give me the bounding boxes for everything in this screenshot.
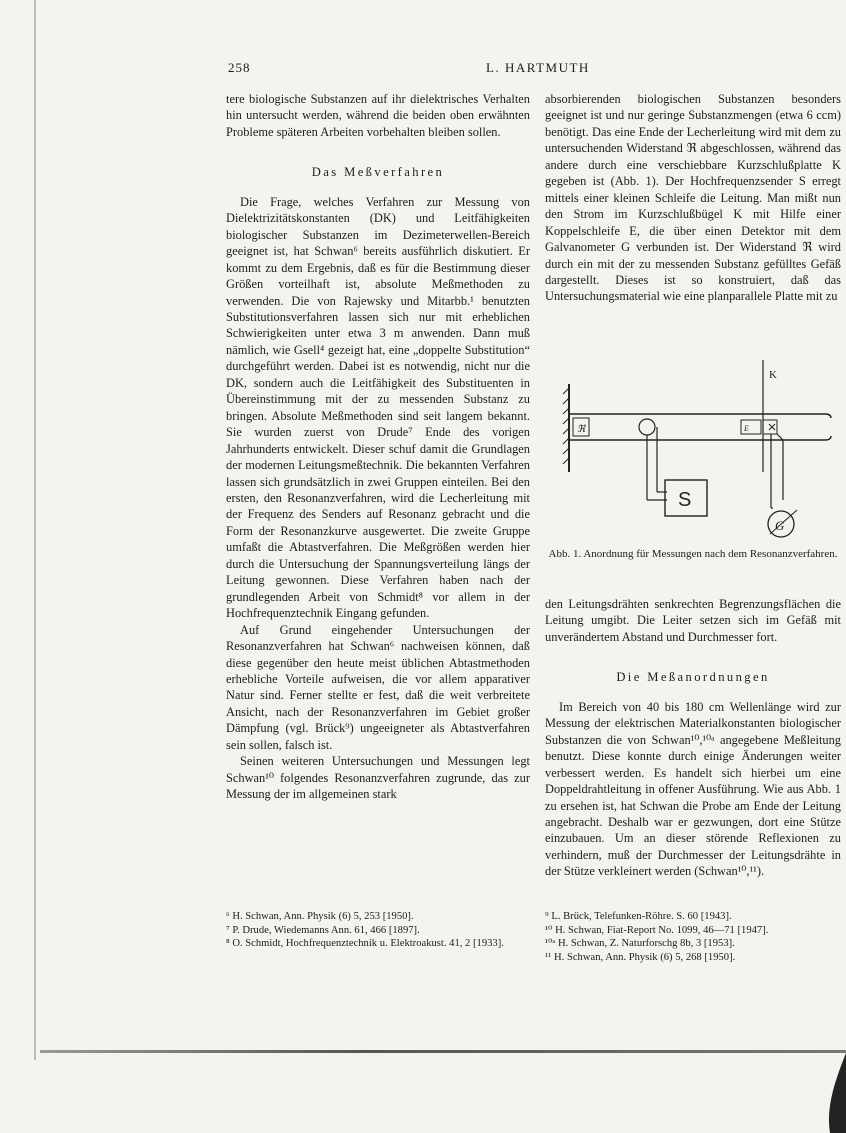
- footnote: ⁷ P. Drude, Wiedemanns Ann. 61, 466 [1897].: [226, 924, 420, 936]
- label-s: S: [678, 489, 692, 511]
- footnote: ¹¹ H. Schwan, Ann. Physik (6) 5, 268 [1950].: [545, 951, 736, 963]
- footnote: ¹⁰ H. Schwan, Fiat-Report No. 1099, 46—71 [1947].: [545, 924, 769, 936]
- section-heading: Das Meßverfahren: [311, 165, 445, 180]
- scan-bottom-edge: [40, 1050, 846, 1053]
- coupling-loop: [639, 419, 667, 500]
- paragraph: tere biologische Substanzen auf ihr dielektrisches Verhalten hin untersucht werden, während die beiden oben erwähnten Probleme späteren Arbeiten vorbehalten bleiben sollen.: [226, 92, 530, 139]
- footnote: ¹⁰ᵃ H. Schwan, Z. Naturforschg 8b, 3 [1953].: [545, 938, 735, 950]
- page-number: 258: [228, 60, 251, 75]
- paragraph: Seinen weiteren Untersuchungen und Messungen legt Schwan¹⁰ folgendes Resonanzverfahren zugrunde, das zur Messung der im allgemeinen stark: [226, 754, 530, 802]
- section-heading: Die Meßanordnungen: [616, 670, 770, 685]
- scan-edge: [34, 0, 36, 1060]
- left-column: [226, 91, 530, 803]
- wall-hatch: [563, 384, 569, 472]
- page-curl: [806, 1053, 846, 1133]
- footnotes-left: [226, 910, 531, 951]
- paragraph: Im Bereich von 40 bis 180 cm Wellenlänge wird zur Messung der elektrischen Materialkonstanten biologischer Substanzen die von Schwan¹⁰,¹⁰ᵃ angegebene Meßleitung benutzt. Diese konnte durch einige Änderungen weiter verbessert werden. Es handelt sich hierbei um eine Doppeldrahtleitung in offener Ausführung. Wie aus Abb. 1 zu ersehen ist, hat Schwan die Probe am Ende der Leitung angebracht. Deshalb war er gezwungen, dort eine Stütze einzubauen. Um an dieser störende Reflexionen zu verhindern, muß der Durchmesser der Leitungsdrähte in der Stütze verkleinert werden (Schwan¹⁰,¹¹).: [545, 699, 841, 879]
- label-k: K: [769, 369, 777, 381]
- label-r: ℜ: [577, 424, 586, 435]
- lecher-line: [569, 414, 831, 440]
- footnote: ⁶ H. Schwan, Ann. Physik (6) 5, 253 [1950].: [226, 911, 414, 922]
- paragraph: Die Frage, welches Verfahren zur Messung von Dielektrizitätskonstanten (DK) und Leitfähigkeiten biologischer Substanzen im Dezimeterwellen-Bereich geeignet ist, hat Schwan⁶ bereits ausführlich diskutiert. Er kommt zu dem Ergebnis, daß es für die Bestimmung dieser Größen vorteilhaft ist, absolute Meßmethoden zu verwenden. Die von Rajewsky und Mitarbb.¹ benutzten Substitutionsverfahren lassen sich nur mit erheblichen Schwierigkeiten unter etwa 3 m anwenden. Dann muß nämlich, wie Gsell⁴ gezeigt hat, eine „doppelte Substitution“ durchgeführt werden. Dabei ist es notwendig, nicht nur die DK, sondern auch die Leitfähigkeit des Substituenten in Übereinstimmung mit der zu messenden Substanz zu bringen. Absolute Meßmethoden sind seit langem bekannt. Sie wurden zuerst von Drude⁷ Ende des vorigen Jahrhunderts entwickelt. Dieser schuf damit die Grundlagen der modernen Leitungsmeßtechnik. Die bekannten Verfahren lassen sich grundsätzlich in zwei Gruppen einteilen. Bei den ersten, den Resonanzverfahren, wird die Lecherleitung mit der Frequenz des Senders auf Resonanz gebracht und die Form der Resonanzkurve ausgewertet. Die zweite Gruppe umfaßt die Abtastverfahren. Die Meßgrößen werden hier durch die Untersuchung der Spannungsverteilung längs der Leitung gewonnen. Diese Verfahren haben nach der grundlegenden Arbeit von Schmidt⁸ vor allem in der Hochfrequenztechnik Eingang gefunden.: [226, 194, 530, 621]
- label-e: E: [744, 424, 749, 433]
- figure-caption: Abb. 1. Anordnung für Messungen nach dem Resonanzverfahren.: [548, 548, 838, 560]
- footnote: ⁸ O. Schmidt, Hochfrequenztechnik u. Elektroakust. 41, 2 [1933].: [226, 938, 504, 950]
- circuit-figure: [545, 360, 841, 550]
- paragraph: absorbierenden biologischen Substanzen besonders geeignet ist und nur geringe Substanzmengen (etwa 6 ccm) benötigt. Das eine Ende der Lecherleitung wird mit dem zu untersuchenden Widerstand ℜ abgeschlossen, während das andere durch eine verschiebbare Kurzschlußplatte K gegeben ist (Abb. 1). Der Hochfrequenzsender S erregt mittels einer kleinen Schleife die Leitung. Man mißt nun den Strom im Kurzschlußbügel K mit Hilfe einer Koppelschleife E, die über einen Detektor mit dem Galvanometer G verbunden ist. Der Widerstand ℜ wird durch ein mit der zu messenden Substanz gefülltes Gefäß dargestellt. Dieses ist so konstruiert, daß das Untersuchungsmaterial wie eine planparallele Platte mit zu: [545, 92, 841, 304]
- galvanometer-lead: [771, 434, 783, 508]
- running-title: L. HARTMUTH: [486, 60, 590, 75]
- footnote: ⁹ L. Brück, Telefunken-Röhre. S. 60 [1943].: [545, 911, 732, 922]
- right-column: [545, 91, 841, 305]
- right-column-continued: [545, 596, 841, 880]
- footnotes-right: [545, 910, 841, 964]
- paragraph: den Leitungsdrähten senkrechten Begrenzungsflächen die Leitung umgibt. Die Leiter setzen sich im Gefäß mit unverändertem Abstand und Durchmesser fort.: [545, 597, 841, 644]
- label-g: G: [775, 518, 785, 533]
- paragraph: Auf Grund eingehender Untersuchungen der Resonanzverfahren hat Schwan⁶ nachweisen können, daß diese gegenüber den heute meist üblichen Abtastmethoden erhebliche Vorteile aufweisen, die vor allem apparativer Natur sind. Ferner stellte er fest, daß die weit verbreitete Ansicht, nach der Resonanzverfahren im Gebiet großer Dämpfung (vgl. Brück⁹) ungeeigneter als Abtastverfahren sein sollen, falsch ist.: [226, 622, 530, 752]
